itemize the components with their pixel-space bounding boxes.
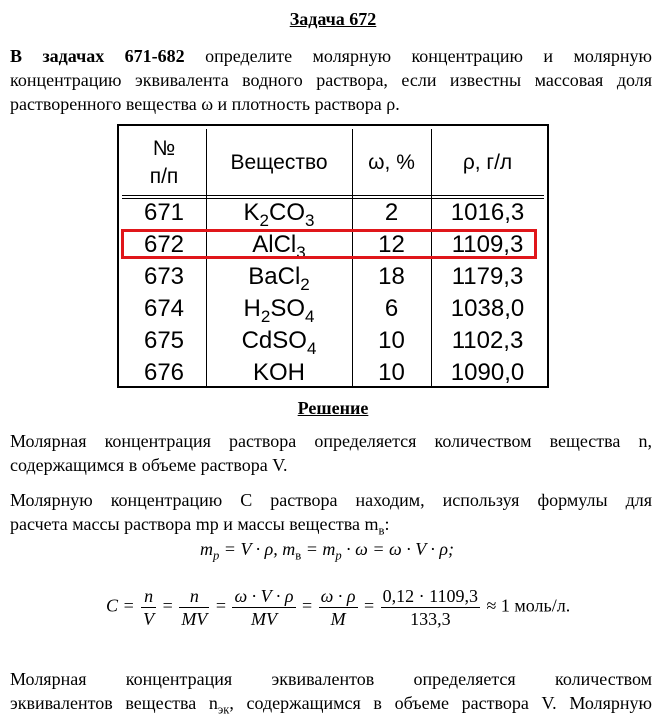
frac-4: $\frac{\omega \cdot \rho}{M}$ <box>320 586 356 629</box>
cell-rho: 1090,0 <box>450 359 525 386</box>
cell-omega: 10 <box>378 359 405 386</box>
substance-substance_main: KOH <box>252 359 305 386</box>
formula-concentration: C = $\frac{n}{V}$ = $\frac{n}{MV}$ = $\frac{\omega \cdot V \cdot \rho}{MV}$ = $\frac{\omega \cdot \rho}{M}$ = $\frac{0,12 \cdot 1109,3}{133,3}$ ≈ 1 моль/л. <box>106 586 571 629</box>
substance-mid: CO <box>269 199 305 226</box>
formula-mass: $m_p = V \cdot \rho$, $m_в = m_p \cdot \omega = \omega \cdot V \cdot \rho$; <box>200 539 455 563</box>
cell-substance <box>206 357 352 397</box>
para3-line-2 <box>10 691 652 722</box>
para3-line2-sub: эк <box>217 702 230 717</box>
paragraph-1 <box>10 429 652 477</box>
paragraph-3 <box>10 667 652 722</box>
cell-omega: 2 <box>384 199 399 226</box>
highlight-row-672 <box>121 229 537 259</box>
para2-line-1: Молярную концентрацию C раствора находим, используя формулы для <box>10 490 652 510</box>
intro-line-2: концентрацию эквивалента водного раствора, если известны массовая доля <box>10 70 652 90</box>
para2-line2-text: расчета массы раствора mр и массы вещества m <box>10 514 379 534</box>
substance-substance_main: CdSO <box>241 327 307 354</box>
para1-line-1: Молярная концентрация раствора определяется количеством вещества n, <box>10 431 652 451</box>
cell-rho: 1179,3 <box>451 263 524 290</box>
substance-substance_main: H <box>243 295 261 322</box>
substance-mid: SO <box>270 295 306 322</box>
cell-rho: 1102,3 <box>451 327 524 354</box>
solution-heading: Решение <box>297 398 369 418</box>
paragraph-2 <box>10 488 652 543</box>
frac-1: $\frac{n}{V}$ <box>143 586 155 629</box>
cell-omega: 6 <box>384 295 399 322</box>
header-rho: ρ, г/л <box>462 151 513 174</box>
substance-sub1: 2 <box>300 274 310 294</box>
frac-2: $\frac{n}{MV}$ <box>181 586 208 629</box>
cell-omega: 12 <box>378 231 405 258</box>
frac-5: $\frac{0,12 \cdot 1109,3}{133,3}$ <box>382 586 478 629</box>
cell-omega: 18 <box>378 263 405 290</box>
header-omega: ω, % <box>368 151 415 174</box>
cell-num: 671 <box>143 199 185 226</box>
substance-substance_main: BaCl <box>248 263 301 290</box>
para2-line-2 <box>10 512 652 543</box>
substance-sub1: 4 <box>306 338 317 358</box>
problem-title: Задача 672 <box>289 9 377 29</box>
cell-rho: 1109,3 <box>451 231 524 258</box>
intro-line-1 <box>10 44 652 68</box>
intro-paragraph <box>10 44 652 116</box>
substance-sub1: 3 <box>296 242 306 262</box>
cell-num: 673 <box>143 263 185 290</box>
cell-num: 672 <box>143 231 185 258</box>
intro-line-3: растворенного вещества ω и плотность раствора ρ. <box>10 94 400 114</box>
substance-sub1: 2 <box>260 306 271 326</box>
formula-result: ≈ 1 моль/л. <box>486 595 571 616</box>
cell-num: 676 <box>143 359 185 386</box>
substance-substance_main: AlCl <box>252 231 297 258</box>
cell-num: 675 <box>143 327 185 354</box>
substance-sub2: 3 <box>305 210 315 230</box>
intro-line1-rest: определите молярную концентрацию и молярную <box>184 46 652 66</box>
cell-rho: 1016,3 <box>450 199 525 226</box>
substance-sub2: 4 <box>305 306 315 326</box>
header-num-bottom: п/п <box>149 165 179 188</box>
substance-substance_main: K <box>243 199 260 226</box>
frac-3: $\frac{\omega \cdot V \cdot \rho}{MV}$ <box>234 586 294 629</box>
header-num-top: № <box>152 137 176 160</box>
cell-rho: 1038,0 <box>450 295 525 322</box>
header-substance: Вещество <box>230 151 328 174</box>
para3-line2-rest: , содержащимся в объеме раствора V. Молярную <box>229 693 652 713</box>
para1-line-2: содержащимся в объеме раствора V. <box>10 455 288 475</box>
para3-line-1: Молярная концентрация эквивалентов определяется количеством <box>10 669 652 689</box>
formula-c: C = <box>106 595 135 616</box>
substance-sub1: 2 <box>259 210 269 230</box>
para2-line2-sub: в <box>378 523 385 538</box>
para3-line2-text: эквивалентов вещества n <box>10 693 218 713</box>
cell-num: 674 <box>143 295 185 322</box>
cell-omega: 10 <box>378 327 405 354</box>
para2-line2-end: : <box>384 514 390 534</box>
intro-bold: В задачах 671-682 <box>10 46 185 66</box>
